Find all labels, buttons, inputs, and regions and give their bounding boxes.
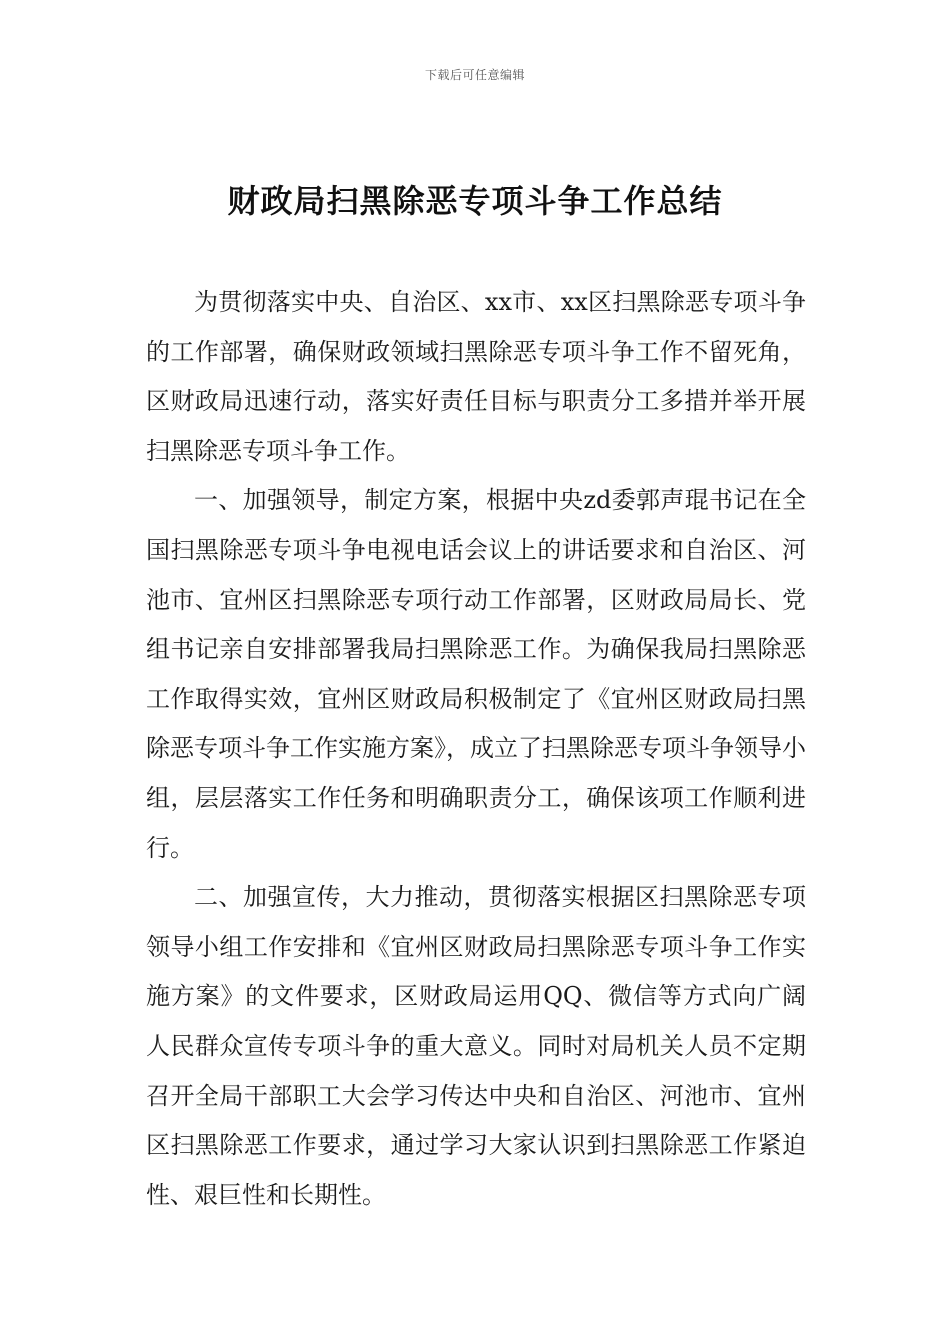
paragraph-intro: 为贯彻落实中央、自治区、xx市、xx区扫黑除恶专项斗争的工作部署，确保财政领域扫黑除恶专项斗争工作不留死角，区财政局迅速行动，落实好责任目标与职责分工多措并举开展扫黑除恶专项斗争工作。 xyxy=(146,288,806,465)
document-title: 财政局扫黑除恶专项斗争工作总结 xyxy=(227,182,723,220)
paragraph-section-2: 二、加强宣传，大力推动，贯彻落实根据区扫黑除恶专项领导小组工作安排和《宜州区财政局扫黑除恶专项斗争工作实施方案》的文件要求，区财政局运用QQ、微信等方式向广阔人民群众宣传专项斗争的重大意义。同时对局机关人员不定期召开全局干部职工大会学习传达中央和自治区、河池市、宜州区扫黑除恶工作要求，通过学习大家认识到扫黑除恶工作紧迫性、艰巨性和长期性。 xyxy=(146,883,806,1209)
header-note: 下载后可任意编辑 xyxy=(424,68,525,82)
paragraph-section-1: 一、加强领导，制定方案，根据中央zd委郭声琨书记在全国扫黑除恶专项斗争电视电话会议上的讲话要求和自治区、河池市、宜州区扫黑除恶专项行动工作部署，区财政局局长、党组书记亲自安排部署我局扫黑除恶工作。为确保我局扫黑除恶工作取得实效，宜州区财政局积极制定了《宜州区财政局扫黑除恶专项斗争工作实施方案》，成立了扫黑除恶专项斗争领导小组，层层落实工作任务和明确职责分工，确保该项工作顺利进行。 xyxy=(146,486,806,862)
document-body xyxy=(146,278,806,1220)
